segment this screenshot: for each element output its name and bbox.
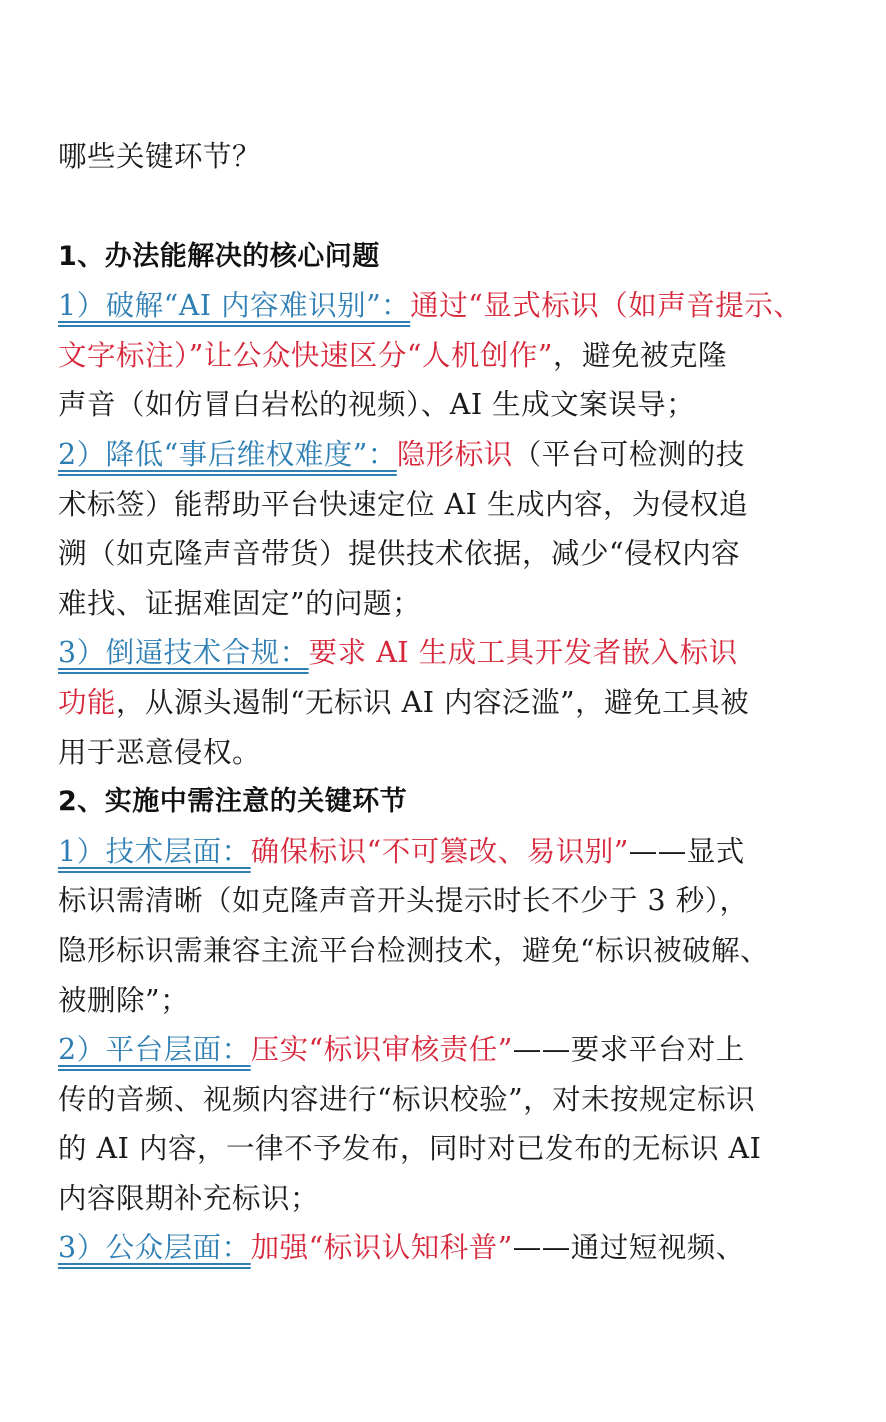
body-text: ，避免被克隆 — [552, 338, 727, 372]
text-line — [58, 331, 848, 381]
text-line — [58, 1124, 848, 1174]
body-text: ——通过短视频、 — [512, 1231, 745, 1265]
item-lead-label: 2）平台层面： — [58, 1033, 251, 1067]
text-line — [58, 1075, 848, 1125]
body-text: 被删除”； — [58, 983, 190, 1017]
intro-question: 哪些关键环节？ — [58, 140, 262, 173]
body-text: ——显式 — [628, 834, 745, 868]
emphasis-text: 加强“标识认知科普” — [250, 1231, 513, 1265]
body-text: 隐形标识需兼容主流平台检测技术，避免“标识被破解、 — [58, 933, 770, 967]
text-line — [58, 976, 848, 1026]
body-text: 声音（如仿冒白岩松的视频）、AI 生成文案误导； — [58, 388, 696, 422]
text-line — [58, 1174, 848, 1224]
body-text: 术标签）能帮助平台快速定位 AI 生成内容，为侵权追 — [58, 487, 748, 521]
emphasis-text: 通过“显式标识（如声音提示、 — [410, 289, 803, 323]
body-text: 的 AI 内容，一律不予发布，同时对已发布的无标识 AI — [58, 1132, 762, 1166]
text-line — [58, 480, 848, 530]
text-line — [58, 926, 848, 976]
text-line — [58, 430, 848, 480]
emphasis-text: 功能 — [58, 685, 117, 719]
text-line — [58, 678, 848, 728]
section-1 — [58, 232, 848, 778]
list-item — [58, 1223, 848, 1273]
item-lead-label: 1）技术层面： — [58, 834, 251, 868]
body-text: 难找、证据难固定”的问题； — [58, 586, 422, 620]
section-heading: 2、实施中需注意的关键环节 — [58, 786, 408, 818]
list-item — [58, 628, 848, 777]
body-text: ——要求平台对上 — [512, 1033, 745, 1067]
document-body — [58, 132, 848, 1273]
emphasis-text: 压实“标识审核责任” — [250, 1033, 513, 1067]
body-text: 内容限期补充标识； — [58, 1181, 320, 1215]
text-line — [58, 380, 848, 430]
body-text: 标识需清晰（如克隆声音开头提示时长不少于 3 秒）， — [58, 884, 749, 918]
section-2 — [58, 777, 848, 1273]
text-line — [58, 728, 848, 778]
body-text: ，从源头遏制“无标识 AI 内容泛滥”，避免工具被 — [116, 685, 750, 719]
body-text: 用于恶意侵权。 — [58, 735, 262, 769]
text-line — [58, 281, 848, 331]
sections-container — [58, 232, 848, 1273]
body-text: （平台可检测的技 — [512, 437, 745, 471]
emphasis-text: 文字标注）”让公众快速区分“人机创作” — [58, 338, 553, 372]
item-lead-label: 1）破解“AI 内容难识别”： — [58, 289, 411, 323]
list-item — [58, 281, 848, 430]
section-heading: 1、办法能解决的核心问题 — [58, 240, 380, 272]
text-line — [58, 579, 848, 629]
emphasis-text: 隐形标识 — [396, 437, 513, 471]
text-line — [58, 628, 848, 678]
text-line — [58, 1223, 848, 1273]
list-item — [58, 430, 848, 628]
list-item — [58, 1025, 848, 1223]
body-text: 传的音频、视频内容进行“标识校验”，对未按规定标识 — [58, 1082, 756, 1116]
item-lead-label: 3）公众层面： — [58, 1231, 251, 1265]
list-item — [58, 827, 848, 1025]
item-lead-label: 2）降低“事后维权难度”： — [58, 437, 397, 471]
emphasis-text: 要求 AI 生成工具开发者嵌入标识 — [308, 636, 738, 670]
body-text: 溯（如克隆声音带货）提供技术依据，减少“侵权内容 — [58, 537, 741, 571]
text-line — [58, 876, 848, 926]
text-line — [58, 827, 848, 877]
text-line — [58, 529, 848, 579]
text-line — [58, 1025, 848, 1075]
emphasis-text: 确保标识“不可篡改、易识别” — [250, 834, 629, 868]
item-lead-label: 3）倒逼技术合规： — [58, 636, 309, 670]
